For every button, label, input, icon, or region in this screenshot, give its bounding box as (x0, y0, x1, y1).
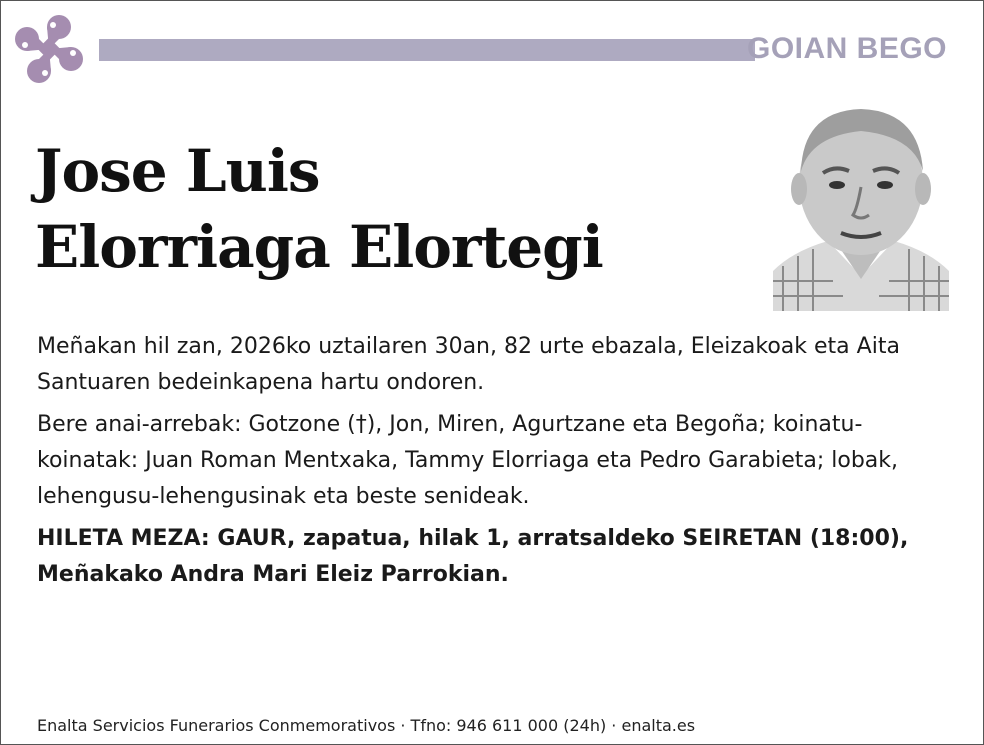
header-bar (99, 39, 755, 61)
funeral-mass-paragraph: HILETA MEZA: GAUR, zapatua, hilak 1, arratsaldeko SEIRETAN (18:00), Meñakako Andra Mari Eleiz Parrokian. (37, 526, 909, 587)
death-paragraph: Meñakan hil zan, 2026ko uztailaren 30an, 82 urte ebazala, Eleizakoak eta Aita Santuaren bedeinkapena hartu ondoren. (37, 334, 900, 395)
lauburu-icon (11, 11, 87, 87)
portrait-photo (773, 101, 949, 311)
name-line-1: Jose Luis (35, 137, 320, 205)
obituary-body (37, 329, 947, 599)
name-line-2: Elorriaga Elortegi (35, 213, 603, 281)
family-paragraph: Bere anai-arrebak: Gotzone (†), Jon, Miren, Agurtzane eta Begoña; koinatu-koinatak: Juan Roman Mentxaka, Tammy Elorriaga eta Pedro Garabieta; lobak, lehengusu-lehengusinak eta beste senideak. (37, 412, 898, 509)
deceased-name (35, 133, 603, 285)
footer-contact: Enalta Servicios Funerarios Conmemorativos · Tfno: 946 611 000 (24h) · enalta.es (37, 716, 696, 735)
brand-label: GOIAN BEGO (746, 32, 947, 65)
